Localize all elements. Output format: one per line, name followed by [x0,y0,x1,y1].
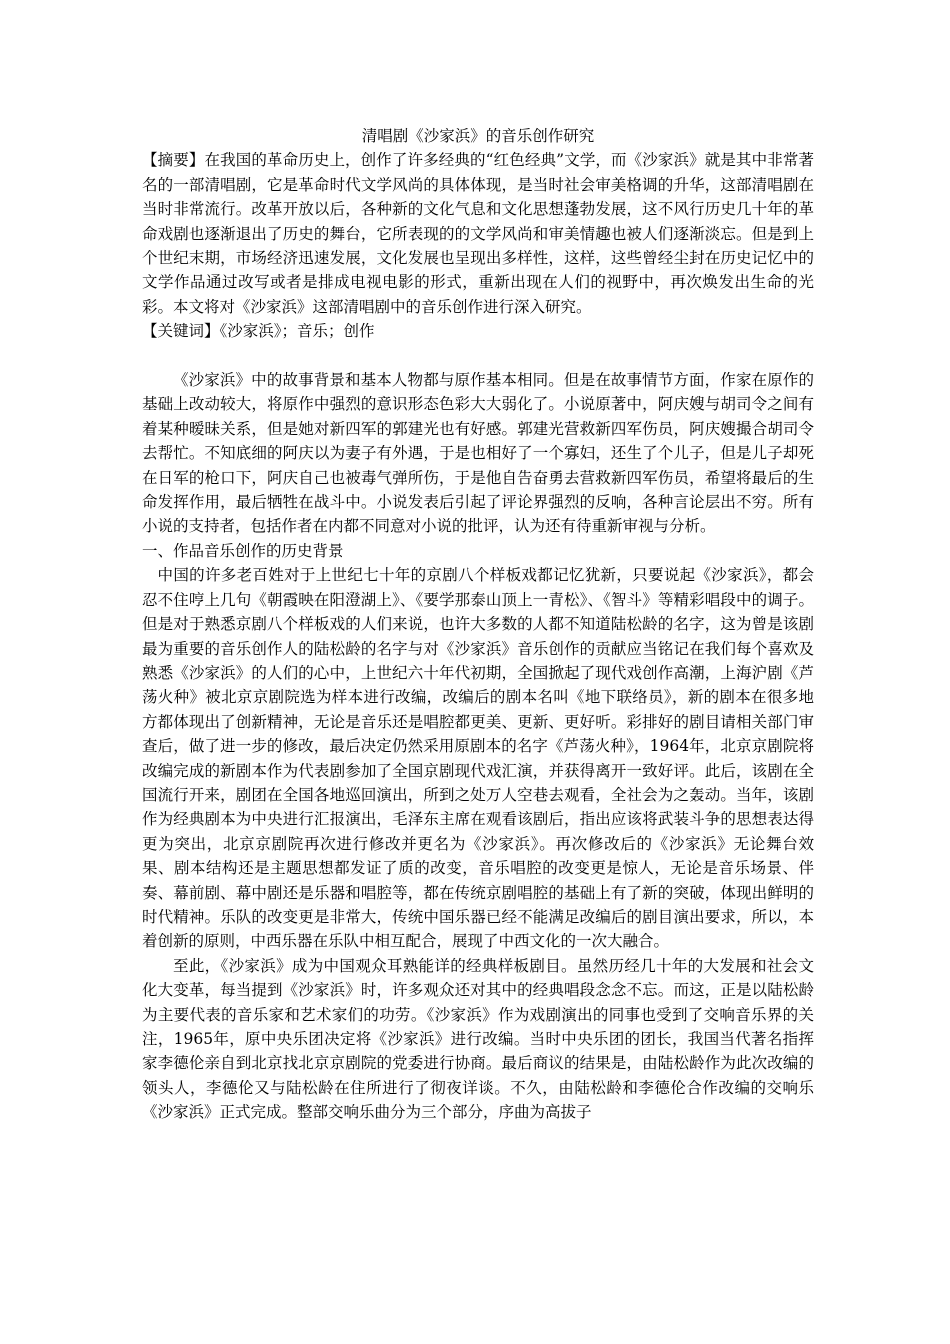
document-title: 清唱剧《沙家浜》的音乐创作研究 [361,127,595,145]
body-paragraph-1: 中国的许多老百姓对于上世纪七十年的京剧八个样板戏都记忆犹新，只要说起《沙家浜》，都会忍不住哼上几句《朝霞映在阳澄湖上》、《要学那泰山顶上一青松》、《智斗》等精彩唱段中的调子。但是对于熟悉京剧八个样板戏的人们来说，也许大多数的人都不知道陆松龄的名字，这为曾是该剧最为重要的音乐创作人的陆松龄的名字与对《沙家浜》音乐创作的贡献应当铭记在我们每个喜欢及熟悉《沙家浜》的人们的心中，上世纪六十年代初期，全国掀起了现代戏创作高潮，上海沪剧《芦荡火种》被北京京剧院选为样本进行改编，改编后的剧本名叫《地下联络员》，新的剧本在很多地方都体现出了创新精神，无论是音乐还是唱腔都更美、更新、更好听。彩排好的剧目请相关部门审查后，做了进一步的修改，最后决定仍然采用原剧本的名字《芦荡火种》，1964年，北京京剧院将改编完成的新剧本作为代表剧参加了全国京剧现代戏汇演，并获得离开一致好评。此后，该剧在全国流行开来，剧团在全国各地巡回演出，所到之处万人空巷去观看，全社会为之轰动。当年，该剧作为经典剧本为中央进行汇报演出，毛泽东主席在观看该剧后，指出应该将武装斗争的思想表达得更为突出，北京京剧院再次进行修改并更名为《沙家浜》。再次修改后的《沙家浜》无论舞台效果、剧本结构还是主题思想都发证了质的改变，音乐唱腔的改变更是惊人，无论是音乐场景、伴奏、幕前剧、幕中剧还是乐器和唱腔等，都在传统京剧唱腔的基础上有了新的突破，体现出鲜明的时代精神。乐队的改变更是非常大，传统中国乐器已经不能满足改编后的剧目演出要求，所以，本着创新的原则，中西乐器在乐队中相互配合，展现了中西文化的一次大融合。 [142,566,814,951]
abstract-label: 【摘要】 [142,151,205,170]
abstract-paragraph [142,148,814,319]
abstract-text: 在我国的革命历史上，创作了许多经典的“红色经典”文学，而《沙家浜》就是其中非常著名的一部清唱剧，它是革命时代文学风尚的具体体现，是当时社会审美格调的升华，这部清唱剧在当时非常流行。改革开放以后，各种新的文化气息和文化思想蓬勃发展，这不风行历史几十年的革命戏剧也逐渐退出了历史的舞台，它所表现的的文学风尚和审美情趣也被人们逐渐淡忘。但是到上个世纪末期，市场经济迅速发展，文化发展也呈现出多样性，这样，这些曾经尘封在历史记忆中的文学作品通过改写或者是排成电视电影的形式，重新出现在人们的视野中，再次焕发出生命的光彩。本文将对《沙家浜》这部清唱剧中的音乐创作进行深入研究。 [142,151,814,316]
keywords-text: 《沙家浜》；音乐；创作 [219,322,375,341]
section-heading: 一、作品音乐创作的历史背景 [142,541,344,560]
keywords-label: 【关键词】 [142,322,220,341]
blank-line [142,344,814,368]
intro-paragraph: 《沙家浜》中的故事背景和基本人物都与原作基本相同。但是在故事情节方面，作家在原作的基础上改动较大，将原作中强烈的意识形态色彩大大弱化了。小说原著中，阿庆嫂与胡司令之间有着某种暧昧关系，但是她对新四军的郭建光也有好感。郭建光营救新四军伤员，阿庆嫂撮合胡司令去帮忙。不知底细的阿庆以为妻子有外遇，于是也相好了一个寡妇，还生了个儿子，但是儿子却死在日军的枪口下，阿庆自己也被毒气弹所伤，于是他自告奋勇去营救新四军伤员，希望将最后的生命发挥作用，最后牺牲在战斗中。小说发表后引起了评论界强烈的反响，各种言论层出不穷。所有小说的支持者，包括作者在内都不同意对小说的批评，认为还有待重新审视与分析。 [142,371,814,536]
document-page [142,124,814,1125]
keywords-line [142,319,814,343]
body-paragraph-2: 至此，《沙家浜》成为中国观众耳熟能详的经典样板剧目。虽然历经几十年的大发展和社会文化大变革，每当提到《沙家浜》时，许多观众还对其中的经典唱段念念不忘。而这，正是以陆松龄为主要代表的音乐家和艺术家们的功劳。《沙家浜》作为戏剧演出的同事也受到了交响音乐界的关注，1965年，原中央乐团决定将《沙家浜》进行改编。当时中央乐团的团长，我国当代著名指挥家李德伦亲自到北京找北京京剧院的党委进行协商。最后商议的结果是，由陆松龄作为此次改编的领头人，李德伦又与陆松龄在住所进行了彻夜详谈。不久，由陆松龄和李德伦合作改编的交响乐《沙家浜》正式完成。整部交响乐曲分为三个部分，序曲为高拔子 [142,956,814,1122]
